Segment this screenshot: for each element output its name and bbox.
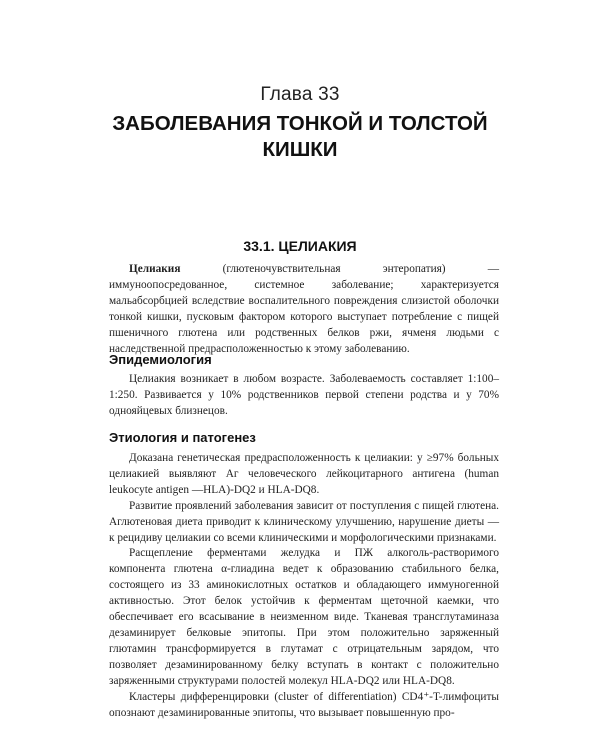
chapter-label: Глава 33 — [260, 84, 340, 105]
celiac-definition-text: (глютеночувствительная энтеропатия) — иммуноопосредованное, системное заболевание; характеризуется мальабсорбцией вследствие воспалительного повреждения слизистой оболочки тонкой кишки, пусковым фактором которого выступает потребление с пищей пшеничного глютена или родственных белков ржи, ячменя людьми с наследственной предрасположенностью к этому заболеванию. — [109, 263, 499, 355]
etiology-paragraph-genetics: Доказана генетическая предрасположенность к целиакии: у ≥97% больных целиакией выявляют Аг человеческого лейкоцитарного антигена (human leukocyte antigen —HLA)-DQ2 и HLA-DQ8. — [109, 452, 499, 496]
etiology-block — [109, 451, 499, 721]
epidemiology-heading: Эпидемиология — [109, 352, 212, 367]
epidemiology-block — [109, 372, 499, 420]
celiac-definition-paragraph — [109, 262, 499, 357]
etiology-paragraph-cd4: Кластеры дифференцировки (cluster of differentiation) CD4⁺-T-лимфоциты опознают дезаминированные эпитопы, что вызывает повышенную про- — [109, 690, 499, 719]
etiology-heading: Этиология и патогенез — [109, 430, 256, 445]
celiac-definition-block — [109, 262, 499, 357]
celiac-term: Целиакия — [129, 263, 181, 275]
etiology-paragraph-gluten: Развитие проявлений заболевания зависит от поступления с пищей глютена. Аглютеновая диета приводит к клиническому улучшению, нарушение диеты — к рецидиву целиакии со всеми клиническими и морфологическими признаками. — [109, 499, 499, 544]
chapter-title: ЗАБОЛЕВАНИЯ ТОНКОЙ И ТОЛСТОЙ КИШКИ — [112, 112, 488, 161]
epidemiology-paragraph: Целиакия возникает в любом возрасте. Заболеваемость составляет 1:100–1:250. Развивается у 10% родственников первой степени родства и у 70% однояйцевых близнецов. — [109, 373, 499, 417]
etiology-paragraph-gliadin: Расщепление ферментами желудка и ПЖ алкоголь-растворимого компонента глютена α-глиадина ведет к образованию стабильного белка, состоящего из 33 аминокислотных остатков и обладающего иммуногенной активностью. Этот белок устойчив к ферментам щеточной каемки, что обеспечивает его всасывание в неизменном виде. Тканевая трансглутаминаза дезаминирует белковые эпитопы. При этом положительно заряженный глютамин трансформируется в глутамат с отрицательным зарядом, что позволяет дезаминированному белку вступать в контакт с положительно заряженными структурами полостей молекул HLA-DQ2 или HLA-DQ8. — [109, 547, 499, 687]
section-title: 33.1. ЦЕЛИАКИЯ — [243, 238, 357, 254]
